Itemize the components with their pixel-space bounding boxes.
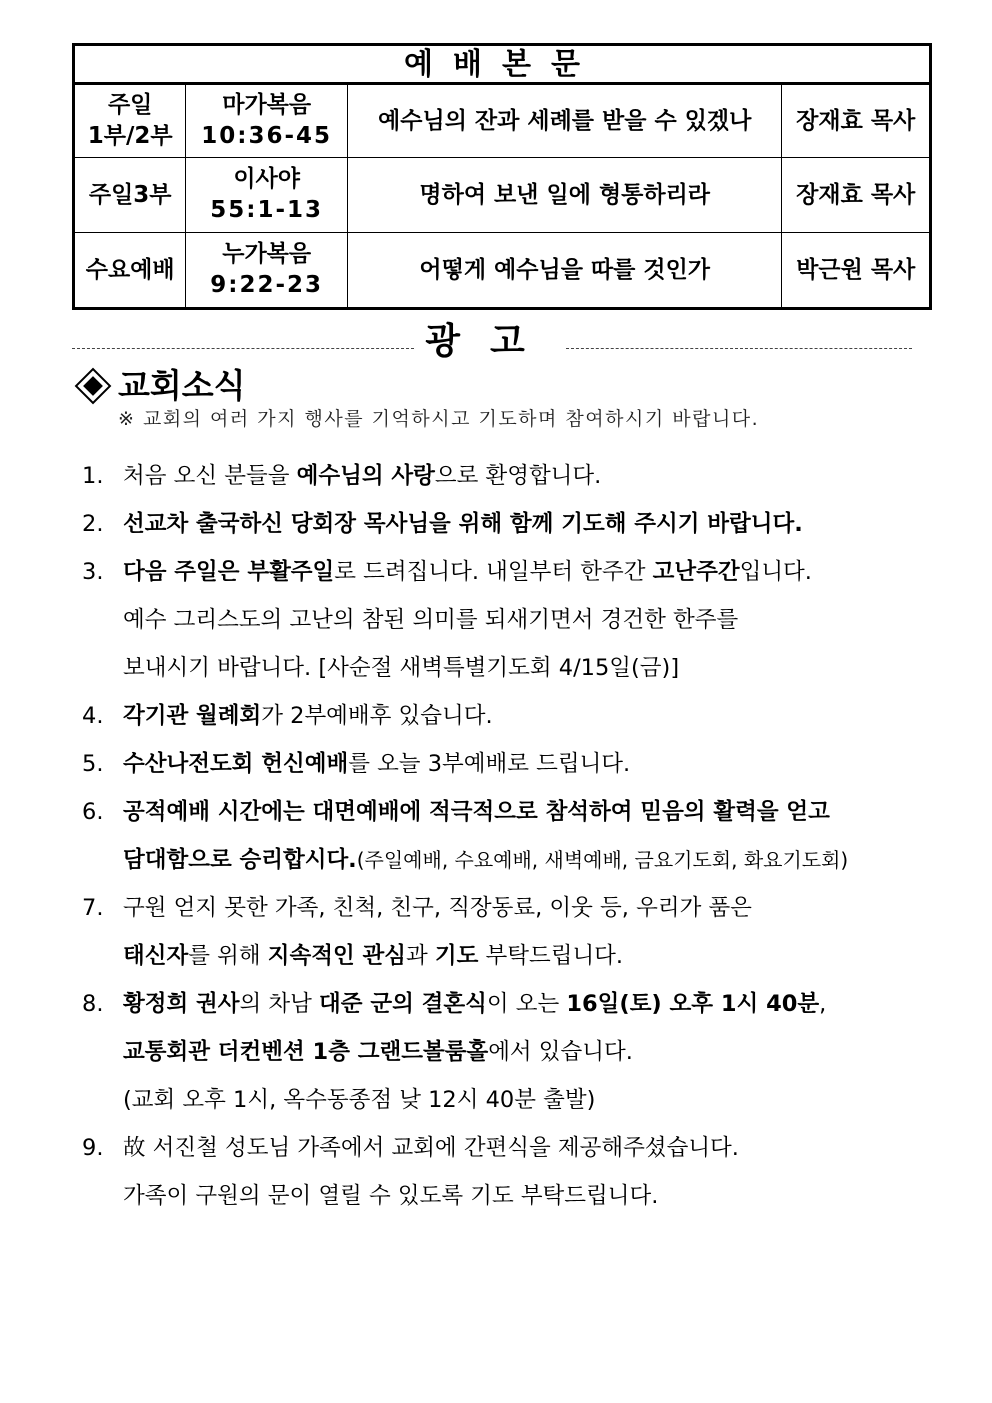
scripture-ref: 9:22-23	[210, 272, 324, 298]
list-item-continued: 예수 그리스도의 고난의 참된 의미를 되새기면서 경건한 한주를	[123, 607, 739, 633]
item-text: (주일예배, 수요예배, 새벽예배, 금요기도회, 화요기도회)	[356, 848, 849, 872]
item-number: 7.	[82, 895, 104, 921]
table-row	[74, 233, 931, 309]
item-text: 로 드려집니다. 내일부터 한주간	[334, 559, 653, 585]
list-item	[82, 548, 942, 596]
item-text: 입니다.	[739, 559, 812, 585]
scripture-book: 누가복음	[222, 241, 312, 267]
item-text-bold: 지속적인 관심	[267, 943, 406, 969]
section-title: 교회소식	[118, 366, 246, 405]
item-text-bold: 16일(토) 오후 1시 40분	[566, 991, 820, 1017]
item-number: 1.	[82, 463, 104, 489]
table-row	[74, 158, 931, 233]
item-text-bold: 각기관 월례회	[123, 703, 262, 729]
item-text-bold: 고난주간	[652, 559, 740, 585]
service-name: 주일3부	[88, 181, 172, 208]
item-text-bold: 황정희 권사	[123, 991, 240, 1017]
ad-title: 광고	[425, 321, 555, 362]
section-heading	[74, 364, 246, 408]
diamond-bullet-icon	[75, 368, 112, 405]
scripture-ref: 10:36-45	[201, 123, 333, 149]
item-text-bold: 대준 군의 결혼식	[319, 991, 487, 1017]
sermon-title: 명하여 보낸 일에 형통하리라	[347, 158, 782, 233]
item-text-bold: 공적예배 시간에는 대면예배에 적극적으로 참석하여 믿음의 활력을 얻고	[123, 799, 830, 825]
item-text-bold: 교통회관 더컨벤션 1층 그랜드볼룸홀	[123, 1039, 489, 1065]
service-cell	[74, 233, 186, 309]
item-text: 구원 얻지 못한 가족, 친척, 친구, 직장동료, 이웃 등, 우리가 품은	[123, 895, 752, 921]
sermon-title: 어떻게 예수님을 따를 것인가	[347, 233, 782, 309]
service-name-2: 1부/2부	[87, 123, 173, 149]
list-item	[82, 740, 942, 788]
item-text: 에서 있습니다.	[488, 1039, 633, 1065]
list-item-continued	[82, 836, 942, 884]
item-text: 故 서진철 성도님 가족에서 교회에 간편식을 제공해주셨습니다.	[123, 1135, 739, 1161]
item-number: 5.	[82, 751, 104, 777]
scripture-book: 이사야	[233, 166, 300, 192]
service-name: 주일	[107, 92, 153, 118]
item-number: 9.	[82, 1135, 104, 1161]
item-text-bold: 선교차 출국하신 당회장 목사님을 위해 함께 기도해 주시기 바랍니다.	[123, 511, 803, 537]
list-item-continued: 보내시기 바랍니다. [사순절 새벽특별기도회 4/15일(금)]	[123, 655, 680, 681]
preacher: 박근원 목사	[782, 233, 931, 309]
dashed-divider-left	[72, 348, 414, 349]
list-item	[82, 452, 942, 500]
item-text-bold: 담대함으로 승리합시다.	[123, 847, 357, 873]
list-item	[82, 692, 942, 740]
item-text: ,	[819, 991, 827, 1017]
list-item	[82, 1124, 942, 1172]
scripture-cell	[186, 84, 348, 158]
item-text: 를 위해	[188, 943, 268, 969]
list-item-continued: (교회 오후 1시, 옥수동종점 낮 12시 40분 출발)	[123, 1087, 596, 1113]
item-text: 처음 오신 분들을	[123, 463, 297, 489]
scripture-cell	[186, 158, 348, 233]
item-text: 으로 환영합니다.	[434, 463, 602, 489]
service-cell	[74, 158, 186, 233]
service-cell	[74, 84, 186, 158]
list-item-continued: 가족이 구원의 문이 열릴 수 있도록 기도 부탁드립니다.	[123, 1183, 659, 1209]
item-text-bold: 다음 주일은 부활주일	[123, 559, 335, 585]
list-item	[82, 788, 942, 836]
list-item	[82, 500, 942, 548]
sermon-title: 예수님의 잔과 세례를 받을 수 있겠나	[347, 84, 782, 158]
item-number: 3.	[82, 559, 104, 585]
item-text: 를 오늘 3부예배로 드립니다.	[348, 751, 631, 777]
announcement-list	[82, 452, 942, 1220]
worship-title: 예배본문	[74, 45, 931, 84]
section-note: ※ 교회의 여러 가지 행사를 기억하시고 기도하며 참여하시기 바랍니다.	[118, 408, 760, 430]
scripture-cell	[186, 233, 348, 309]
item-text-bold: 기도	[434, 943, 479, 969]
item-text: 이 오는	[486, 991, 567, 1017]
item-number: 4.	[82, 703, 104, 729]
item-text-bold: 수산나전도회 헌신예배	[123, 751, 349, 777]
service-name: 수요예배	[85, 256, 175, 283]
ad-header	[72, 322, 920, 362]
item-number: 6.	[82, 799, 104, 825]
worship-table	[72, 43, 932, 310]
preacher: 장재효 목사	[782, 158, 931, 233]
item-text: 부탁드립니다.	[478, 943, 624, 969]
item-text-bold: 예수님의 사랑	[296, 463, 435, 489]
list-item	[82, 980, 942, 1028]
list-item-continued	[82, 932, 942, 980]
preacher: 장재효 목사	[782, 84, 931, 158]
item-number: 2.	[82, 511, 104, 537]
item-text: 가 2부예배후 있습니다.	[261, 703, 493, 729]
dashed-divider-right	[566, 348, 912, 349]
item-text: 의 차남	[239, 991, 320, 1017]
table-row	[74, 84, 931, 158]
scripture-ref: 55:1-13	[210, 197, 324, 223]
list-item	[82, 884, 942, 932]
item-text: 과	[405, 943, 435, 969]
list-item-continued	[82, 1028, 942, 1076]
item-text-bold: 태신자	[123, 943, 189, 969]
item-number: 8.	[82, 991, 104, 1017]
scripture-book: 마가복음	[222, 92, 312, 118]
